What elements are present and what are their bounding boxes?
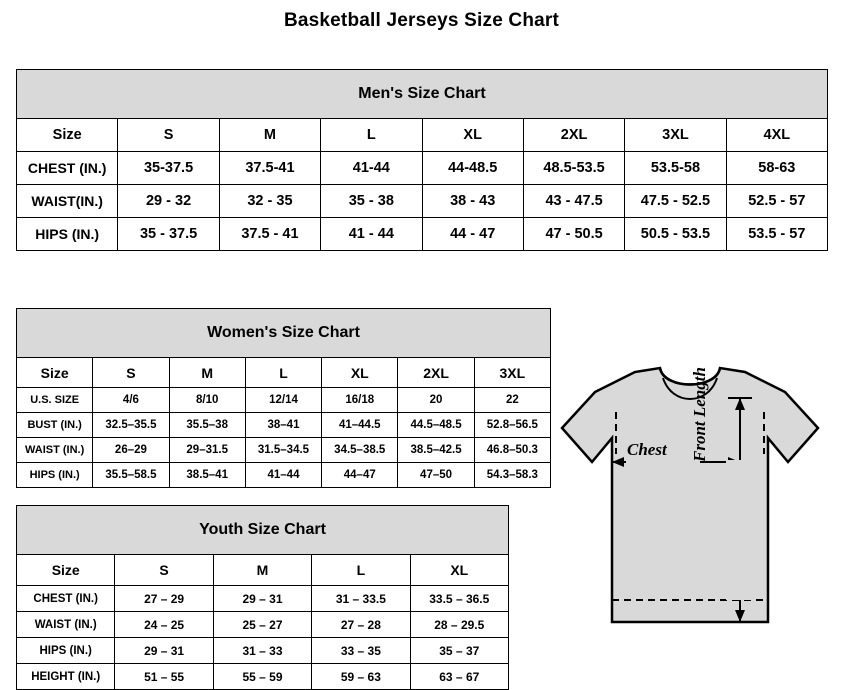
cell: 54.3–58.3	[474, 463, 550, 488]
cell: 28 – 29.5	[410, 612, 508, 638]
column-header: XL	[410, 555, 508, 586]
cell: 44.5–48.5	[398, 413, 474, 438]
table-title-row	[17, 70, 828, 119]
cell: 59 – 63	[312, 664, 410, 690]
cell: 47.5 - 52.5	[625, 185, 726, 218]
mens-chart-title: Men's Size Chart	[17, 70, 828, 119]
cell: 44-48.5	[422, 152, 523, 185]
page-title: Basketball Jerseys Size Chart	[283, 10, 560, 31]
cell: 58-63	[726, 152, 827, 185]
table-row	[17, 413, 551, 438]
cell: 34.5–38.5	[322, 438, 398, 463]
table-row	[17, 152, 828, 185]
youth-size-chart-table	[16, 505, 509, 690]
cell: 8/10	[169, 388, 245, 413]
cell: 48.5-53.5	[523, 152, 624, 185]
row-label: HIPS (IN.)	[17, 218, 118, 251]
cell: 29 – 31	[115, 638, 213, 664]
cell: 37.5 - 41	[219, 218, 320, 251]
column-header: Size	[17, 358, 93, 388]
row-label: HEIGHT (IN.)	[17, 664, 115, 690]
column-header: S	[115, 555, 213, 586]
cell: 46.8–50.3	[474, 438, 550, 463]
column-header: L	[312, 555, 410, 586]
cell: 43 - 47.5	[523, 185, 624, 218]
cell: 53.5 - 57	[726, 218, 827, 251]
column-header: M	[169, 358, 245, 388]
mens-size-chart-table	[16, 69, 828, 251]
table-row	[17, 388, 551, 413]
column-header: XL	[322, 358, 398, 388]
cell: 20	[398, 388, 474, 413]
row-label: HIPS (IN.)	[17, 463, 93, 488]
table-row	[17, 638, 509, 664]
youth-chart-title: Youth Size Chart	[17, 506, 509, 555]
cell: 12/14	[245, 388, 321, 413]
column-header: 2XL	[398, 358, 474, 388]
column-header-row	[17, 119, 828, 152]
womens-size-chart-table	[16, 308, 551, 488]
column-header: M	[219, 119, 320, 152]
cell: 35 – 37	[410, 638, 508, 664]
cell: 52.5 - 57	[726, 185, 827, 218]
cell: 35.5–58.5	[93, 463, 169, 488]
row-label: CHEST (IN.)	[17, 152, 118, 185]
cell: 37.5-41	[219, 152, 320, 185]
cell: 38.5–41	[169, 463, 245, 488]
cell: 35 - 37.5	[118, 218, 219, 251]
cell: 32.5–35.5	[93, 413, 169, 438]
womens-chart-title: Women's Size Chart	[17, 309, 551, 358]
cell: 22	[474, 388, 550, 413]
cell: 29 – 31	[213, 586, 311, 612]
column-header: 2XL	[523, 119, 624, 152]
column-header: XL	[422, 119, 523, 152]
cell: 38.5–42.5	[398, 438, 474, 463]
cell: 44–47	[322, 463, 398, 488]
cell: 41–44.5	[322, 413, 398, 438]
cell: 55 – 59	[213, 664, 311, 690]
cell: 27 – 29	[115, 586, 213, 612]
column-header-row	[17, 358, 551, 388]
cell: 31 – 33	[213, 638, 311, 664]
row-label: U.S. SIZE	[17, 388, 93, 413]
cell: 24 – 25	[115, 612, 213, 638]
column-header-row	[17, 555, 509, 586]
table-row	[17, 463, 551, 488]
cell: 47 - 50.5	[523, 218, 624, 251]
cell: 4/6	[93, 388, 169, 413]
cell: 33 – 35	[312, 638, 410, 664]
cell: 35 - 38	[321, 185, 422, 218]
row-label: WAIST(IN.)	[17, 185, 118, 218]
cell: 44 - 47	[422, 218, 523, 251]
cell: 31.5–34.5	[245, 438, 321, 463]
cell: 31 – 33.5	[312, 586, 410, 612]
chest-label: Chest	[627, 440, 667, 459]
cell: 35-37.5	[118, 152, 219, 185]
column-header: M	[213, 555, 311, 586]
table-row	[17, 438, 551, 463]
row-label: HIPS (IN.)	[17, 638, 115, 664]
front-length-label: Front Length	[690, 367, 709, 462]
table-title-row	[17, 309, 551, 358]
table-row	[17, 586, 509, 612]
column-header: S	[93, 358, 169, 388]
cell: 25 – 27	[213, 612, 311, 638]
cell: 53.5-58	[625, 152, 726, 185]
cell: 35.5–38	[169, 413, 245, 438]
column-header: 4XL	[726, 119, 827, 152]
cell: 38–41	[245, 413, 321, 438]
column-header: 3XL	[474, 358, 550, 388]
cell: 33.5 – 36.5	[410, 586, 508, 612]
cell: 27 – 28	[312, 612, 410, 638]
column-header: Size	[17, 119, 118, 152]
column-header: L	[245, 358, 321, 388]
front-length-label-backing	[726, 460, 754, 600]
table-row	[17, 664, 509, 690]
cell: 50.5 - 53.5	[625, 218, 726, 251]
table-row	[17, 218, 828, 251]
row-label: WAIST (IN.)	[17, 612, 115, 638]
cell: 32 - 35	[219, 185, 320, 218]
column-header: Size	[17, 555, 115, 586]
cell: 26–29	[93, 438, 169, 463]
cell: 63 – 67	[410, 664, 508, 690]
cell: 41 - 44	[321, 218, 422, 251]
cell: 41–44	[245, 463, 321, 488]
row-label: WAIST (IN.)	[17, 438, 93, 463]
cell: 52.8–56.5	[474, 413, 550, 438]
cell: 41-44	[321, 152, 422, 185]
column-header: S	[118, 119, 219, 152]
cell: 29 - 32	[118, 185, 219, 218]
cell: 29–31.5	[169, 438, 245, 463]
cell: 51 – 55	[115, 664, 213, 690]
table-row	[17, 612, 509, 638]
row-label: BUST (IN.)	[17, 413, 93, 438]
table-row	[17, 185, 828, 218]
cell: 16/18	[322, 388, 398, 413]
cell: 47–50	[398, 463, 474, 488]
column-header: L	[321, 119, 422, 152]
row-label: CHEST (IN.)	[17, 586, 115, 612]
table-title-row	[17, 506, 509, 555]
column-header: 3XL	[625, 119, 726, 152]
cell: 38 - 43	[422, 185, 523, 218]
